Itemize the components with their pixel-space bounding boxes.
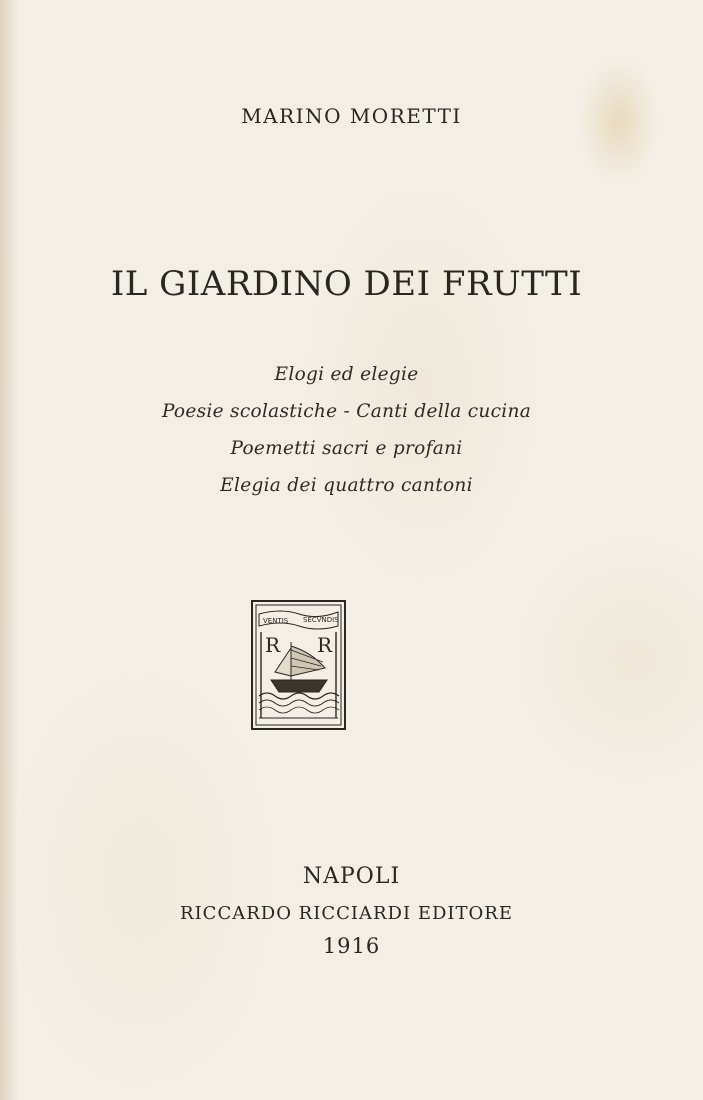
emblem-initial-left: R [265, 633, 281, 657]
emblem-motto-left: VENTIS [263, 617, 289, 625]
imprint-city: NAPOLI [302, 864, 401, 889]
contents-line: Poemetti sacri e profani [230, 438, 463, 459]
book-title: IL GIARDINO DEI FRUTTI [110, 264, 583, 304]
ship-emblem-icon [251, 600, 346, 730]
publisher-name: RICCARDO RICCIARDI EDITORE [180, 903, 513, 924]
contents-list [0, 356, 698, 504]
contents-line: Poesie scolastiche - Canti della cucina [161, 401, 532, 422]
contents-line: Elogi ed elegie [274, 364, 419, 385]
emblem-motto-right: SECVNDIS [303, 616, 339, 624]
emblem-initial-right: R [317, 633, 333, 657]
publication-year: 1916 [322, 934, 381, 958]
contents-line: Elegia dei quattro cantoni [220, 475, 473, 496]
author-name: MARINO MORETTI [241, 104, 462, 128]
